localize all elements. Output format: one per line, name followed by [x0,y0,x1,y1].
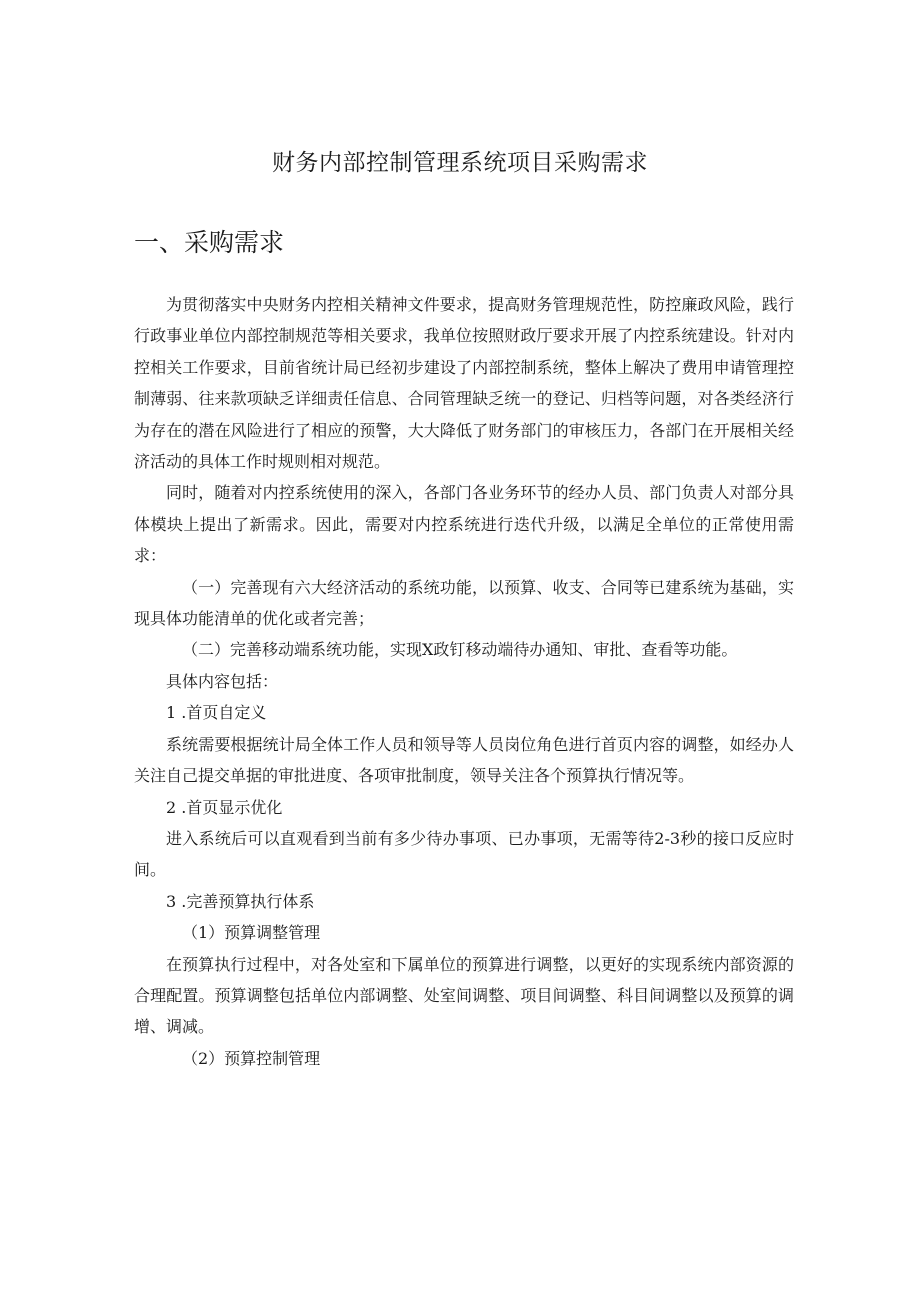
document-title: 财务内部控制管理系统项目采购需求 [272,150,648,176]
content-intro: 具体内容包括： [166,671,279,691]
goal-item-1: （一）完善现有六大经济活动的系统功能，以预算、收支、合同等已建系统为基础，实现具体功能清单的优化或者完善； [134,577,794,629]
item-2-body: 进入系统后可以直观看到当前有多少待办事项、已办事项，无需等待2-3秒的接口反应时间。 [134,828,794,880]
item-3-title: 3 .完善预算执行体系 [166,891,315,911]
item-3-sub2-title: （2）预算控制管理 [182,1048,321,1068]
item-2-title: 2 .首页显示优化 [166,797,283,817]
goal-item-2: （二）完善移动端系统功能，实现X政钉移动端待办通知、审批、查看等功能。 [182,640,738,660]
item-3-sub1-body: 在预算执行过程中，对各处室和下属单位的预算进行调整，以更好的实现系统内部资源的合理配置。预算调整包括单位内部调整、处室间调整、项目间调整、科目间调整以及预算的调增、调减。 [134,954,794,1037]
paragraph-intro: 为贯彻落实中央财务内控相关精神文件要求，提高财务管理规范性，防控廉政风险，践行行政事业单位内部控制规范等相关要求，我单位按照财政厅要求开展了内控系统建设。针对内控相关工作要求，目前省统计局已经初步建设了内部控制系统，整体上解决了费用申请管理控制薄弱、往来款项缺乏详细责任信息、合同管理缺乏统一的登记、归档等问题，对各类经济行为存在的潜在风险进行了相应的预警，大大降低了财务部门的审核压力，各部门在开展相关经济活动的具体工作时规则相对规范。 [134,295,794,472]
paragraph-meanwhile: 同时，随着对内控系统使用的深入，各部门各业务环节的经办人员、部门负责人对部分具体模块上提出了新需求。因此，需要对内控系统进行迭代升级，以满足全单位的正常使用需求： [134,483,794,566]
document-body [134,289,794,1074]
item-3-sub1-title: （1）预算调整管理 [182,923,321,943]
item-1-body: 系统需要根据统计局全体工作人员和领导等人员岗位角色进行首页内容的调整，如经办人关注自己提交单据的审批进度、各项审批制度，领导关注各个预算执行情况等。 [134,734,794,786]
item-1-title: 1 .首页自定义 [166,703,267,723]
section-heading: 一、采购需求 [134,228,285,257]
